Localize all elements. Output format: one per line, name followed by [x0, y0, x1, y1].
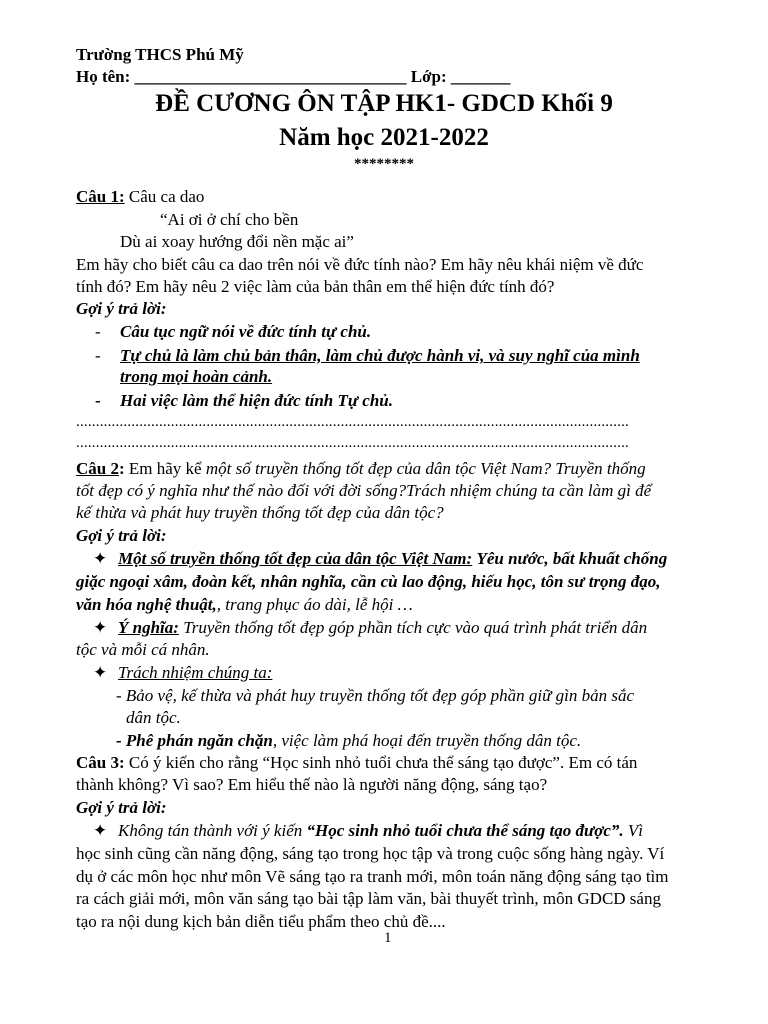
answer-line: giặc ngoại xâm, đoàn kết, nhân nghĩa, cần cù lao động, hiếu học, tôn sư trọng đạo, — [76, 572, 661, 591]
answer-line: dân tộc. — [126, 708, 181, 727]
question-2-line: Câu 2: Em hãy kể một số truyền thống tốt đẹp của dân tộc Việt Nam? Truyền thống — [76, 459, 646, 478]
title-stars: ******** — [354, 156, 414, 172]
answer-line: Ý nghĩa: Truyền thống tốt đẹp góp phần tích cực vào quá trình phát triển dân — [118, 618, 648, 637]
question-3-line: Câu 3: Có ý kiến cho rằng “Học sinh nhỏ tuổi chưa thể sáng tạo được”. Em có tán — [76, 753, 638, 772]
question-1-intro: Câu ca dao — [128, 187, 205, 206]
answer-line: Không tán thành với ý kiến “Học sinh nhỏ tuổi chưa thể sáng tạo được”. Vì — [118, 821, 643, 840]
name-label: Họ tên: — [76, 67, 131, 86]
question-2-text: tốt đẹp có ý nghĩa như thế nào đối với đời sống?Trách nhiệm chúng ta cần làm gì để — [76, 481, 652, 500]
answer-line: trong mọi hoàn cảnh. — [120, 367, 273, 386]
answer-line: học sinh cũng cần năng động, sáng tạo trong học tập và trong cuộc sống hàng ngày. Ví — [76, 844, 665, 863]
bullet-star-icon: ✦ — [93, 618, 108, 637]
bullet-star-icon: ✦ — [93, 549, 108, 568]
answer-hint-label: Gợi ý trả lời: — [76, 299, 167, 318]
name-blank: ________________________________ — [134, 67, 407, 86]
class-blank: _______ — [450, 67, 511, 86]
list-dash: - — [95, 391, 101, 410]
answer-line: Hai việc làm thể hiện đức tính Tự chủ. — [120, 391, 394, 410]
school-year: Năm học 2021-2022 — [279, 124, 489, 151]
question-1-label: Câu 1: — [76, 187, 125, 206]
list-dash: - — [95, 322, 101, 341]
school-name: Trường THCS Phú Mỹ — [76, 45, 244, 64]
answer-hint-label: Gợi ý trả lời: — [76, 798, 167, 817]
dotted-answer-line: ............................................................................................................................................ — [76, 414, 629, 430]
verse-line-2: Dù ai xoay hướng đổi nền mặc ai” — [120, 232, 354, 251]
answer-line: ra cách giải mới, môn văn sáng tạo bài tập làm văn, bài thuyết trình, môn GDCD sáng — [76, 889, 661, 908]
answer-line: Một số truyền thống tốt đẹp của dân tộc Việt Nam: Yêu nước, bất khuất chống — [118, 549, 668, 568]
question-2-label: Câu 2 — [76, 459, 119, 478]
answer-line: - Bảo vệ, kế thừa và phát huy truyền thống tốt đẹp góp phần giữ gìn bản sắc — [116, 686, 635, 705]
page-title: ĐỀ CƯƠNG ÔN TẬP HK1- GDCD Khối 9 — [155, 90, 613, 117]
question-1-text: Em hãy cho biết câu ca dao trên nói về đức tính nào? Em hãy nêu khái niệm về đức — [76, 255, 644, 274]
class-label: Lớp: — [410, 67, 447, 86]
question-3-text: thành không? Vì sao? Em hiểu thế nào là người năng động, sáng tạo? — [76, 775, 548, 794]
answer-line: tộc và mỗi cá nhân. — [76, 640, 210, 659]
answer-line: tạo ra nội dung kịch bản diễn tiểu phẩm theo chủ đề.... — [76, 912, 446, 931]
answer-line: - Phê phán ngăn chặn, việc làm phá hoại đến truyền thống dân tộc. — [116, 731, 582, 750]
question-1-text: tính đó? Em hãy nêu 2 việc làm của bản thân em thể hiện đức tính đó? — [76, 277, 555, 296]
dotted-answer-line: ............................................................................................................................................ — [76, 435, 629, 451]
student-info-line — [76, 66, 510, 88]
answer-line: văn hóa nghệ thuật,, trang phục áo dài, lễ hội … — [76, 595, 413, 614]
answer-hint-label: Gợi ý trả lời: — [76, 526, 167, 545]
page-number: 1 — [384, 930, 392, 946]
question-2-text: kế thừa và phát huy truyền thống tốt đẹp của dân tộc? — [76, 503, 444, 522]
question-1-heading — [76, 186, 204, 208]
bullet-star-icon: ✦ — [93, 821, 108, 840]
answer-line: dụ ở các môn học như môn Vẽ sáng tạo ra tranh mới, môn toán năng động sáng tạo tìm — [76, 867, 669, 886]
list-dash: - — [95, 346, 101, 365]
answer-line: Trách nhiệm chúng ta: — [118, 663, 273, 682]
answer-line: Tự chủ là làm chủ bản thân, làm chủ được hành vi, và suy nghĩ của mình — [120, 346, 640, 365]
bullet-star-icon: ✦ — [93, 663, 108, 682]
verse-line-1: “Ai ơi ở chí cho bền — [160, 210, 299, 229]
question-3-label: Câu 3: — [76, 753, 125, 772]
answer-line: Câu tục ngữ nói về đức tính tự chủ. — [120, 322, 372, 341]
